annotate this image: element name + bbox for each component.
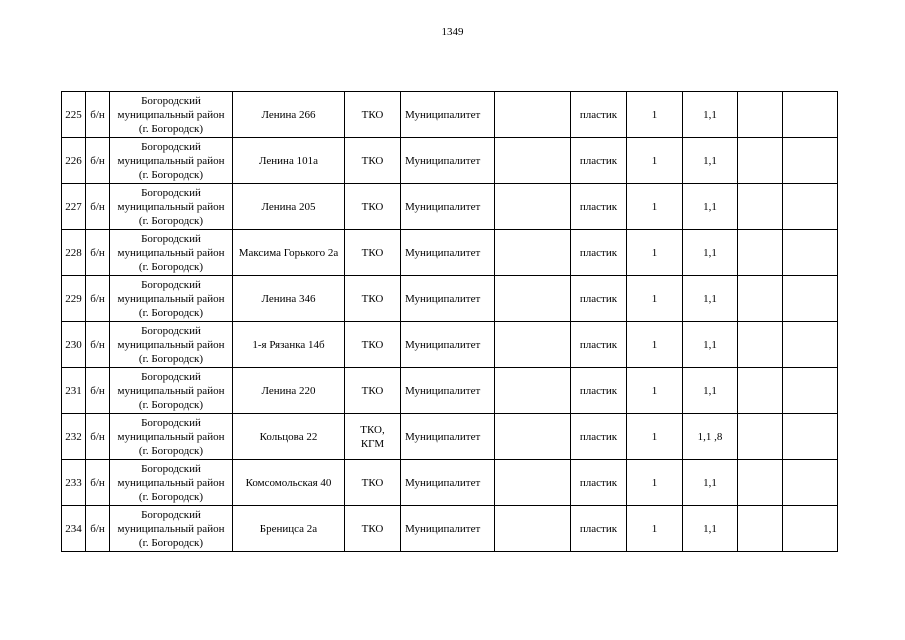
district-line: муниципальный район <box>117 292 225 305</box>
district-line: Богородский <box>141 508 201 521</box>
district-line: Богородский <box>141 462 201 475</box>
waste-type-line: ТКО <box>361 476 384 489</box>
bn-cell: б/н <box>86 276 110 322</box>
container-count-cell: 1 <box>627 276 683 322</box>
extra-cell <box>495 138 571 184</box>
empty-cell <box>738 138 783 184</box>
row-number-cell: 232 <box>62 414 86 460</box>
container-count-cell: 1 <box>627 506 683 552</box>
district-cell <box>110 460 233 506</box>
material-cell: пластик <box>571 414 627 460</box>
owner-cell: Муниципалитет <box>401 184 495 230</box>
address-cell: Ленина 220 <box>233 368 345 414</box>
empty-cell <box>738 414 783 460</box>
waste-type-cell <box>345 322 401 368</box>
volume-cell: 1,1 <box>683 138 738 184</box>
bn-cell: б/н <box>86 414 110 460</box>
table-row <box>62 460 838 506</box>
registry-table <box>61 91 838 552</box>
material-cell: пластик <box>571 322 627 368</box>
waste-type-cell <box>345 276 401 322</box>
district-line: муниципальный район <box>117 154 225 167</box>
district-line: (г. Богородск) <box>138 214 204 227</box>
row-number-cell: 227 <box>62 184 86 230</box>
district-cell <box>110 138 233 184</box>
district-cell <box>110 230 233 276</box>
district-cell <box>110 322 233 368</box>
table-row <box>62 506 838 552</box>
container-count-cell: 1 <box>627 460 683 506</box>
district-line: муниципальный район <box>117 108 225 121</box>
container-count-cell: 1 <box>627 138 683 184</box>
container-count-cell: 1 <box>627 92 683 138</box>
row-number-cell: 226 <box>62 138 86 184</box>
volume-cell: 1,1 <box>683 322 738 368</box>
empty-cell <box>783 322 838 368</box>
row-number-cell: 233 <box>62 460 86 506</box>
table-row <box>62 368 838 414</box>
district-line: (г. Богородск) <box>138 122 204 135</box>
bn-cell: б/н <box>86 230 110 276</box>
waste-type-cell <box>345 460 401 506</box>
material-cell: пластик <box>571 138 627 184</box>
bn-cell: б/н <box>86 138 110 184</box>
material-cell: пластик <box>571 230 627 276</box>
row-number-cell: 230 <box>62 322 86 368</box>
address-cell: Бреницса 2а <box>233 506 345 552</box>
waste-type-cell <box>345 230 401 276</box>
empty-cell <box>783 184 838 230</box>
volume-cell: 1,1 <box>683 230 738 276</box>
bn-cell: б/н <box>86 506 110 552</box>
material-cell: пластик <box>571 276 627 322</box>
district-cell <box>110 92 233 138</box>
owner-cell: Муниципалитет <box>401 138 495 184</box>
owner-cell: Муниципалитет <box>401 506 495 552</box>
waste-type-cell <box>345 506 401 552</box>
empty-cell <box>738 368 783 414</box>
district-line: (г. Богородск) <box>138 352 204 365</box>
extra-cell <box>495 184 571 230</box>
table-row <box>62 138 838 184</box>
volume-cell: 1,1 <box>683 368 738 414</box>
waste-type-line: ТКО <box>361 200 384 213</box>
address-cell: Ленина 101а <box>233 138 345 184</box>
address-cell: Максима Горького 2а <box>233 230 345 276</box>
empty-cell <box>738 276 783 322</box>
owner-cell: Муниципалитет <box>401 414 495 460</box>
waste-type-line: ТКО <box>361 154 384 167</box>
empty-cell <box>738 460 783 506</box>
bn-cell: б/н <box>86 184 110 230</box>
district-cell <box>110 506 233 552</box>
district-line: (г. Богородск) <box>138 306 204 319</box>
row-number-cell: 228 <box>62 230 86 276</box>
district-cell <box>110 184 233 230</box>
material-cell: пластик <box>571 460 627 506</box>
owner-cell: Муниципалитет <box>401 276 495 322</box>
volume-cell: 1,1 ,8 <box>683 414 738 460</box>
table-row <box>62 230 838 276</box>
extra-cell <box>495 460 571 506</box>
waste-type-line: ТКО <box>361 522 384 535</box>
district-line: (г. Богородск) <box>138 168 204 181</box>
empty-cell <box>783 460 838 506</box>
district-line: Богородский <box>141 94 201 107</box>
address-cell: Ленина 205 <box>233 184 345 230</box>
district-line: муниципальный район <box>117 384 225 397</box>
material-cell: пластик <box>571 184 627 230</box>
extra-cell <box>495 230 571 276</box>
empty-cell <box>738 322 783 368</box>
material-cell: пластик <box>571 92 627 138</box>
waste-type-cell <box>345 92 401 138</box>
table-row <box>62 184 838 230</box>
volume-cell: 1,1 <box>683 92 738 138</box>
bn-cell: б/н <box>86 460 110 506</box>
bn-cell: б/н <box>86 368 110 414</box>
waste-type-cell <box>345 414 401 460</box>
extra-cell <box>495 92 571 138</box>
district-line: муниципальный район <box>117 246 225 259</box>
table-body <box>62 92 838 552</box>
owner-cell: Муниципалитет <box>401 230 495 276</box>
row-number-cell: 225 <box>62 92 86 138</box>
row-number-cell: 229 <box>62 276 86 322</box>
district-line: Богородский <box>141 416 201 429</box>
district-cell <box>110 414 233 460</box>
table-row <box>62 92 838 138</box>
waste-type-cell <box>345 138 401 184</box>
empty-cell <box>738 92 783 138</box>
table-row <box>62 322 838 368</box>
empty-cell <box>783 414 838 460</box>
container-count-cell: 1 <box>627 322 683 368</box>
district-line: (г. Богородск) <box>138 260 204 273</box>
empty-cell <box>783 506 838 552</box>
address-cell: Комсомольская 40 <box>233 460 345 506</box>
extra-cell <box>495 506 571 552</box>
empty-cell <box>738 230 783 276</box>
empty-cell <box>783 92 838 138</box>
volume-cell: 1,1 <box>683 276 738 322</box>
bn-cell: б/н <box>86 322 110 368</box>
district-line: Богородский <box>141 324 201 337</box>
volume-cell: 1,1 <box>683 460 738 506</box>
row-number-cell: 234 <box>62 506 86 552</box>
address-cell: Ленина 266 <box>233 92 345 138</box>
container-count-cell: 1 <box>627 184 683 230</box>
material-cell: пластик <box>571 368 627 414</box>
empty-cell <box>738 506 783 552</box>
address-cell: Кольцова 22 <box>233 414 345 460</box>
district-line: муниципальный район <box>117 522 225 535</box>
extra-cell <box>495 322 571 368</box>
volume-cell: 1,1 <box>683 506 738 552</box>
extra-cell <box>495 276 571 322</box>
owner-cell: Муниципалитет <box>401 460 495 506</box>
waste-type-cell <box>345 184 401 230</box>
empty-cell <box>783 276 838 322</box>
district-line: (г. Богородск) <box>138 444 204 457</box>
waste-type-line: КГМ <box>360 437 385 450</box>
district-line: муниципальный район <box>117 430 225 443</box>
empty-cell <box>783 230 838 276</box>
waste-type-line: ТКО <box>361 384 384 397</box>
district-line: (г. Богородск) <box>138 490 204 503</box>
container-count-cell: 1 <box>627 414 683 460</box>
district-line: (г. Богородск) <box>138 398 204 411</box>
empty-cell <box>738 184 783 230</box>
row-number-cell: 231 <box>62 368 86 414</box>
container-count-cell: 1 <box>627 368 683 414</box>
district-line: Богородский <box>141 140 201 153</box>
district-line: муниципальный район <box>117 476 225 489</box>
district-line: (г. Богородск) <box>138 536 204 549</box>
owner-cell: Муниципалитет <box>401 368 495 414</box>
page-number: 1349 <box>441 26 464 38</box>
district-line: муниципальный район <box>117 338 225 351</box>
district-cell <box>110 276 233 322</box>
owner-cell: Муниципалитет <box>401 92 495 138</box>
table-row <box>62 276 838 322</box>
table-row <box>62 414 838 460</box>
district-cell <box>110 368 233 414</box>
address-cell: Ленина 346 <box>233 276 345 322</box>
waste-type-line: ТКО, <box>360 423 385 436</box>
material-cell: пластик <box>571 506 627 552</box>
extra-cell <box>495 414 571 460</box>
empty-cell <box>783 138 838 184</box>
container-count-cell: 1 <box>627 230 683 276</box>
bn-cell: б/н <box>86 92 110 138</box>
waste-type-line: ТКО <box>361 292 384 305</box>
waste-type-line: ТКО <box>361 246 384 259</box>
address-cell: 1-я Рязанка 14б <box>233 322 345 368</box>
empty-cell <box>783 368 838 414</box>
extra-cell <box>495 368 571 414</box>
waste-type-line: ТКО <box>361 338 384 351</box>
district-line: Богородский <box>141 370 201 383</box>
waste-type-cell <box>345 368 401 414</box>
waste-type-line: ТКО <box>361 108 384 121</box>
volume-cell: 1,1 <box>683 184 738 230</box>
district-line: Богородский <box>141 232 201 245</box>
district-line: Богородский <box>141 186 201 199</box>
district-line: Богородский <box>141 278 201 291</box>
district-line: муниципальный район <box>117 200 225 213</box>
owner-cell: Муниципалитет <box>401 322 495 368</box>
